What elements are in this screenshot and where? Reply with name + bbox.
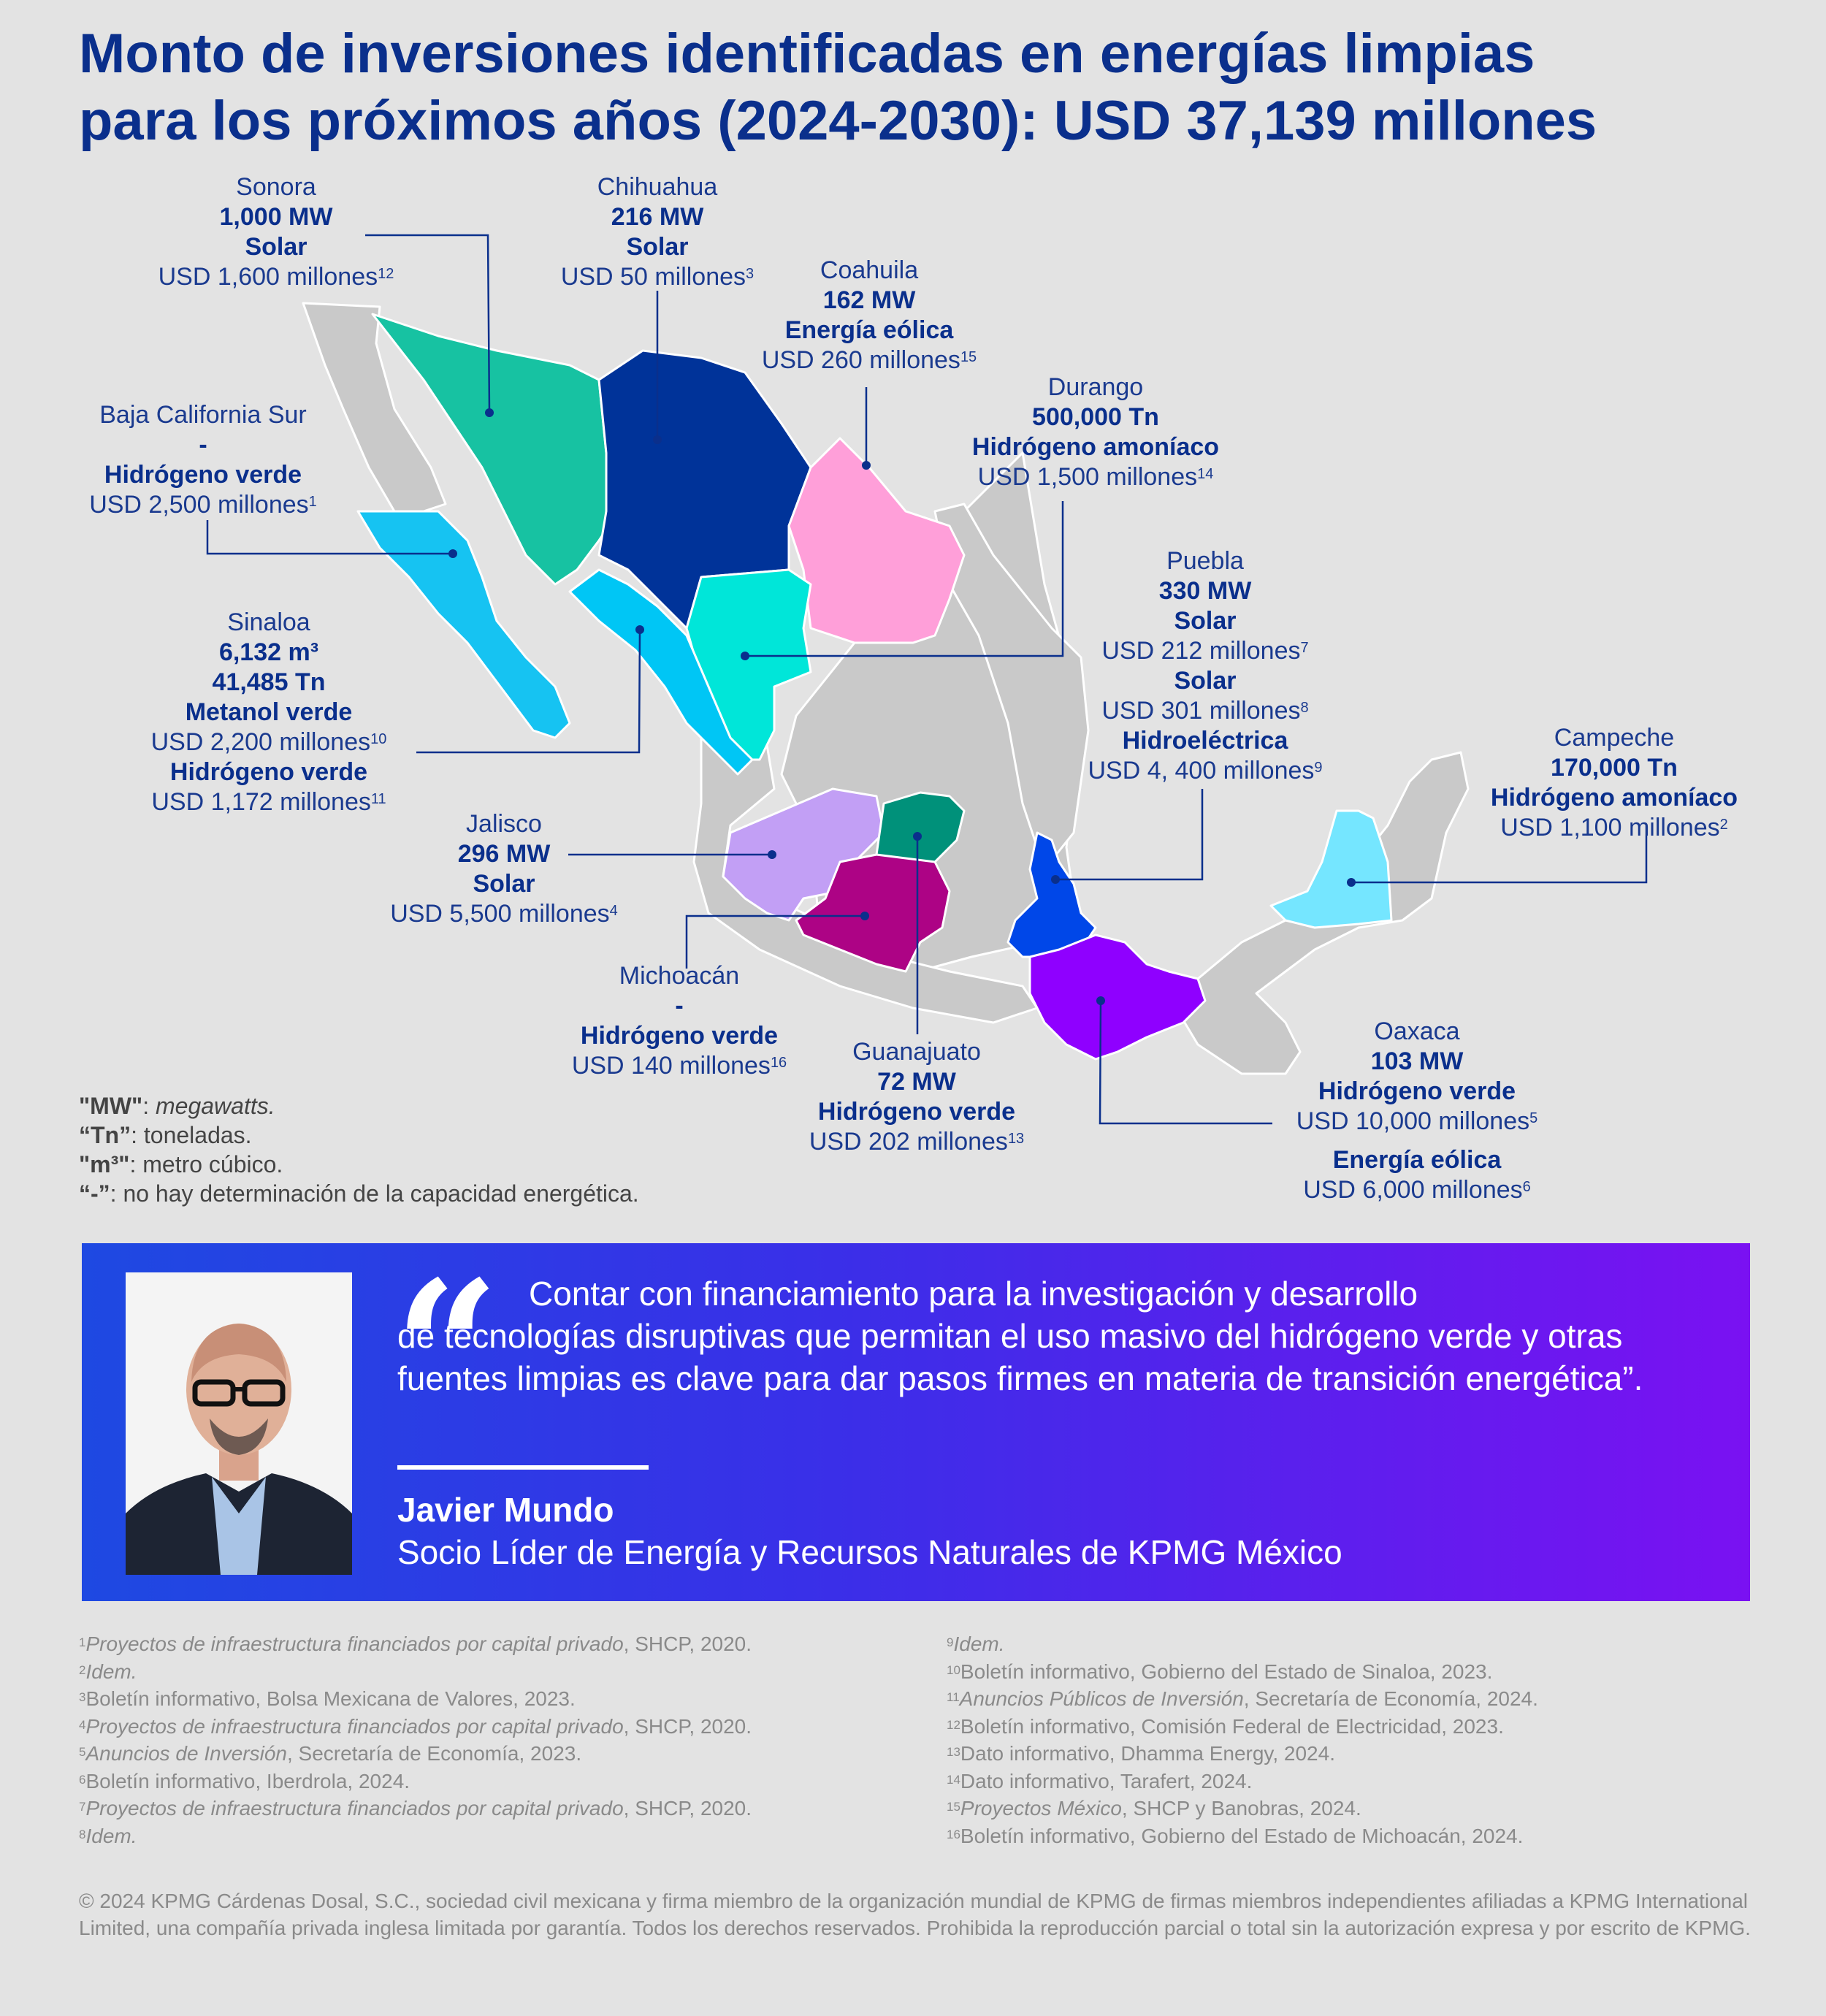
footnote-ref: 7 — [1300, 640, 1309, 656]
state-name: Jalisco — [466, 810, 542, 838]
footnote-15: $^{15}$Proyectos México, SHCP y Banobras, 2024. — [947, 1797, 1361, 1820]
capacity: 500,000 Tn — [1032, 403, 1159, 431]
investment: USD 212 millones$^7$ — [1101, 637, 1309, 665]
investment: USD 5,500 millones$^4$ — [390, 900, 618, 928]
label-guanajuato — [796, 1037, 1037, 1157]
capacity: 296 MW — [457, 840, 551, 868]
technology: Hidrógeno verde — [104, 461, 302, 489]
leader-dot-sinaloa — [635, 625, 644, 634]
leader-dot-bcs — [448, 549, 457, 558]
quote-divider — [397, 1465, 649, 1470]
technology: Solar — [626, 233, 689, 261]
state-name: Sonora — [236, 173, 316, 201]
footnote-ref: 9 — [1314, 760, 1323, 776]
investment: USD 50 millones$^3$ — [560, 263, 755, 291]
footnote-5: $^5$Anuncios de Inversión, Secretaría de Economía, 2023. — [79, 1742, 582, 1765]
investment: USD 10,000 millones$^5$ — [1296, 1107, 1538, 1135]
portrait-illustration — [126, 1272, 352, 1575]
footnote-ref: 5 — [1529, 1110, 1538, 1126]
capacity: 72 MW — [877, 1068, 956, 1096]
quote-line-1: Contar con financiamiento para la investigación y desarrollo — [529, 1275, 1418, 1313]
technology: Hidrógeno verde — [817, 1098, 1016, 1126]
footnote-16: $^{16}$Boletín informativo, Gobierno del Estado de Michoacán, 2024. — [947, 1824, 1524, 1847]
quote-mark-icon: “ — [394, 1240, 500, 1455]
quote-text — [397, 1272, 1727, 1400]
portrait-photo — [126, 1272, 352, 1575]
footnote-ref: 15 — [960, 349, 977, 365]
technology: Energía eólica — [784, 316, 954, 344]
label-campeche — [1468, 723, 1760, 843]
leader-dot-campeche — [1347, 878, 1356, 887]
footnote-13: $^{13}$Dato informativo, Dhamma Energy, 2024. — [947, 1742, 1335, 1765]
footnote-ref: 1 — [308, 494, 317, 510]
capacity: 1,000 MW — [219, 203, 333, 231]
leader-dot-sonora — [485, 408, 494, 417]
state-name: Michoacán — [619, 962, 740, 990]
investment: USD 1,500 millones$^{14}$ — [977, 463, 1214, 491]
footnote-ref: 2 — [1719, 817, 1728, 833]
state-name: Coahuila — [820, 256, 919, 284]
footnote-1: $^1$Proyectos de infraestructura financiados por capital privado, SHCP, 2020. — [79, 1633, 752, 1655]
technology: Hidrógeno amoníaco — [971, 433, 1220, 461]
leader-dot-michoacan — [860, 912, 869, 920]
technology-2: Hidrógeno verde — [169, 758, 368, 786]
footnotes-left — [79, 1630, 919, 1849]
copyright-notice: © 2024 KPMG Cárdenas Dosal, S.C., sociedad civil mexicana y firma miembro de la organización mundial de KPMG de firmas miembros independientes afiliadas a KPMG International Limited, una compañía privada inglesa limitada por garantía. Todos los derechos reservados. Prohibida la reproducción parcial o total sin la autorización expresa y por escrito de KPMG. — [79, 1890, 1751, 1939]
investment-2: USD 1,172 millones$^{11}$ — [151, 788, 386, 816]
capacity: 216 MW — [611, 203, 704, 231]
footnote-10: $^{10}$Boletín informativo, Gobierno del Estado de Sinaloa, 2023. — [947, 1660, 1493, 1683]
coahuila-shape — [789, 438, 964, 643]
technology-3: Hidroeléctrica — [1122, 727, 1288, 755]
investment-2: USD 6,000 millones$^6$ — [1303, 1176, 1531, 1204]
legend-item-dash: “-”: no hay determinación de la capacidad energética. — [79, 1180, 639, 1207]
footnote-ref: 3 — [746, 266, 755, 282]
footnote-14: $^{14}$Dato informativo, Tarafert, 2024. — [947, 1769, 1253, 1792]
investment: USD 260 millones$^{15}$ — [761, 346, 977, 374]
footnote-ref: 4 — [609, 903, 618, 919]
label-oaxaca — [1286, 1017, 1548, 1205]
title-line-1: Monto de inversiones identificadas en energías limpias — [79, 23, 1535, 85]
technology: Solar — [473, 870, 535, 898]
leader-dot-durango — [741, 652, 749, 660]
footnote-ref: 8 — [1300, 700, 1309, 716]
legend-item-tn: “Tn”: toneladas. — [79, 1122, 252, 1148]
investment-3: USD 4, 400 millones$^9$ — [1088, 757, 1323, 784]
technology-2: Solar — [1174, 667, 1237, 695]
footnote-7: $^7$Proyectos de infraestructura financiados por capital privado, SHCP, 2020. — [79, 1797, 752, 1820]
state-name: Oaxaca — [1374, 1017, 1460, 1045]
capacity: 330 MW — [1158, 577, 1252, 605]
technology: Hidrógeno verde — [580, 1022, 779, 1050]
capacity: 162 MW — [822, 286, 916, 314]
footnote-6: $^6$Boletín informativo, Iberdrola, 2024. — [79, 1769, 410, 1792]
state-name: Durango — [1047, 373, 1144, 401]
title-line-2: para los próximos años (2024-2030): USD 37,139 millones — [79, 90, 1597, 152]
technology: Solar — [245, 233, 307, 261]
quote-rest: de tecnologías disruptivas que permitan el uso masivo del hidrógeno verde y otras fuentes limpias es clave para dar pasos firmes en materia de transición energética”. — [397, 1317, 1643, 1397]
technology-2: Energía eólica — [1332, 1146, 1502, 1174]
technology: Metanol verde — [185, 698, 353, 726]
state-name: Baja California Sur — [99, 401, 307, 429]
state-name: Guanajuato — [852, 1038, 981, 1066]
legend-item-mw: "MW": megawatts. — [79, 1093, 275, 1119]
leader-dot-coahuila — [862, 461, 871, 470]
capacity: 6,132 m³ — [218, 638, 319, 666]
capacity: 170,000 Tn — [1551, 754, 1678, 782]
label-coahuila — [738, 256, 1001, 375]
footnote-ref: 11 — [370, 791, 386, 807]
investment: USD 1,100 millones$^2$ — [1500, 814, 1728, 841]
state-name: Campeche — [1554, 724, 1675, 752]
footnote-2: $^2$Idem. — [79, 1660, 137, 1683]
footnote-9: $^9$Idem. — [947, 1633, 1005, 1655]
leader-dot-jalisco — [768, 850, 776, 859]
state-name: Puebla — [1166, 547, 1244, 575]
label-jalisco — [373, 809, 635, 929]
investment: USD 2,200 millones$^{10}$ — [150, 728, 387, 756]
capacity: 103 MW — [1370, 1047, 1464, 1075]
technology: Hidrógeno amoníaco — [1490, 784, 1738, 812]
campeche-shape — [1271, 811, 1391, 928]
technology: Solar — [1174, 607, 1237, 635]
investment: USD 140 millones$^{16}$ — [571, 1052, 787, 1080]
footnote-4: $^4$Proyectos de infraestructura financiados por capital privado, SHCP, 2020. — [79, 1714, 752, 1738]
legend-item-m3: "m³": metro cúbico. — [79, 1151, 283, 1177]
footnote-3: $^3$Boletín informativo, Bolsa Mexicana de Valores, 2023. — [79, 1687, 576, 1710]
quote-panel — [82, 1240, 1750, 1601]
label-sinaloa — [130, 608, 408, 817]
label-durango — [942, 373, 1249, 492]
capacity: - — [675, 992, 684, 1020]
state-name: Chihuahua — [597, 173, 718, 201]
capacity-2: 41,485 Tn — [212, 668, 326, 696]
capacity: - — [199, 431, 207, 459]
label-baja-california-sur — [79, 400, 327, 520]
investment: USD 1,600 millones$^{12}$ — [158, 263, 394, 291]
investment-2: USD 301 millones$^8$ — [1101, 697, 1309, 725]
footnote-ref: 10 — [370, 731, 387, 747]
leader-dot-oaxaca — [1096, 996, 1105, 1005]
leader-dot-chihuahua — [653, 435, 662, 444]
quote-author-name: Javier Mundo — [397, 1491, 614, 1529]
investment: USD 202 millones$^{13}$ — [809, 1128, 1025, 1156]
footnote-8: $^8$Idem. — [79, 1824, 137, 1847]
footnote-ref: 13 — [1007, 1131, 1025, 1147]
footnote-ref: 6 — [1522, 1179, 1531, 1195]
footnote-ref: 16 — [770, 1055, 787, 1071]
footnotes-right — [947, 1630, 1787, 1849]
footnote-ref: 14 — [1197, 466, 1214, 482]
state-name: Sinaloa — [227, 608, 310, 636]
leader-dot-guanajuato — [913, 832, 922, 841]
footnote-11: $^{11}$Anuncios Públicos de Inversión, Secretaría de Economía, 2024. — [947, 1687, 1538, 1710]
label-sonora — [108, 172, 444, 292]
footnote-ref: 12 — [378, 266, 394, 282]
technology: Hidrógeno verde — [1318, 1077, 1516, 1105]
label-puebla — [1066, 546, 1344, 786]
quote-author-role: Socio Líder de Energía y Recursos Naturales de KPMG México — [397, 1533, 1342, 1571]
units-legend — [79, 1091, 639, 1208]
investment: USD 2,500 millones$^1$ — [89, 491, 317, 519]
footnote-12: $^{12}$Boletín informativo, Comisión Federal de Electricidad, 2023. — [947, 1714, 1504, 1738]
label-michoacan — [555, 961, 803, 1081]
leader-dot-puebla — [1051, 875, 1060, 884]
oaxaca-shape — [1030, 935, 1205, 1059]
